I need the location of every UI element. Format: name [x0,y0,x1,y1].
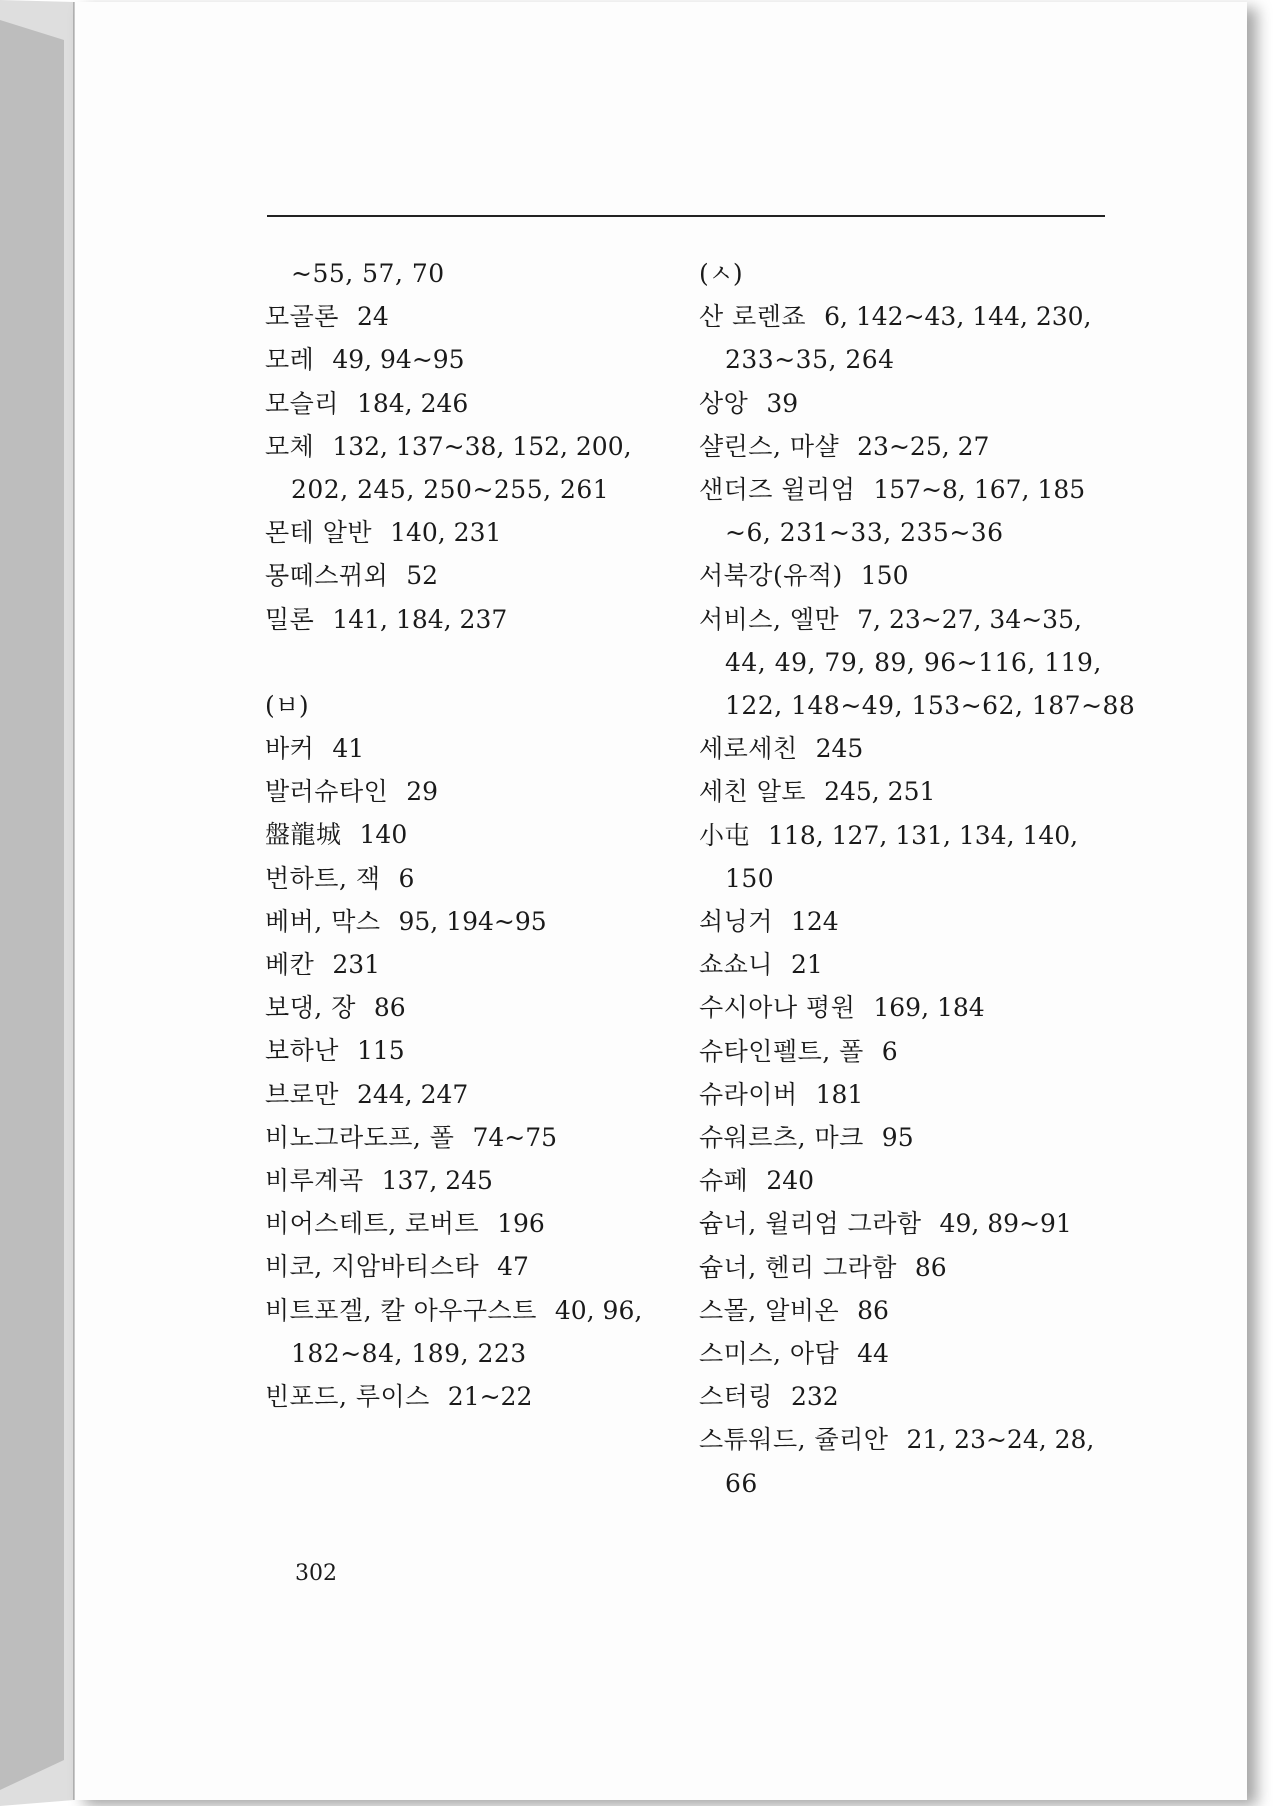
entry-term: 세친 알토 [699,777,807,807]
entry-refs: 29 [406,777,439,807]
entry-refs: 40, 96, [554,1295,643,1325]
index-entry [699,554,1179,597]
entry-refs: 184, 246 [356,388,469,418]
index-entry [699,986,1179,1029]
index-entry [699,1375,1179,1418]
index-entry [699,295,1179,338]
index-entry [265,770,735,813]
entry-refs: 245 [815,734,864,764]
index-entry-continuation [699,857,1179,900]
index-entry [699,1246,1179,1289]
index-entry [699,1202,1179,1245]
index-entry [699,1030,1179,1073]
entry-term: 슈워르츠, 마크 [699,1123,864,1153]
entry-term: 몬테 알반 [265,518,373,548]
entry-refs: 86 [914,1252,947,1282]
entry-refs: 86 [857,1295,889,1325]
index-entry [699,727,1179,770]
index-entry [699,598,1179,641]
index-entry-continuation [265,468,735,511]
entry-term: 밀론 [265,604,315,634]
index-entry [265,1375,735,1418]
entry-term: 샌더즈 윌리엄 [699,475,856,505]
entry-refs: 202, 245, 250~255, 261 [291,475,610,505]
entry-term: 슘너, 윌리엄 그라함 [699,1209,922,1239]
entry-term: 산 로렌죠 [699,302,807,332]
entry-refs: 24 [356,302,389,332]
entry-refs: 74~75 [472,1122,558,1152]
entry-refs: 132, 137~38, 152, 200, [332,431,632,461]
index-entry [699,1332,1179,1375]
index-entry [265,900,735,943]
entry-refs: ~55, 57, 70 [291,259,445,288]
page-number: 302 [295,1561,337,1586]
entry-refs: 245, 251 [824,777,936,807]
index-entry [265,382,735,425]
index-entry [699,468,1179,511]
entry-term: 스터링 [699,1382,773,1412]
entry-term: 보댕, 장 [265,993,356,1023]
entry-term: 베칸 [265,950,315,980]
entry-refs: 140 [359,820,408,850]
entry-refs: ~6, 231~33, 235~36 [725,518,1004,548]
entry-term: 비노그라도프, 폴 [265,1122,455,1152]
index-entry [265,425,735,468]
index-entry [265,1073,735,1116]
entry-term: 스미스, 아담 [699,1339,840,1369]
entry-refs: 6, 142~43, 144, 230, [824,302,1092,332]
index-column-left [265,252,735,1418]
entry-term: 몽떼스뀌외 [265,561,389,591]
entry-refs: 244, 247 [356,1079,469,1109]
entry-refs: 157~8, 167, 185 [873,475,1086,505]
entry-refs: 49, 89~91 [939,1209,1072,1239]
entry-term: 쇼쇼니 [699,950,773,980]
index-entry [699,1073,1179,1116]
entry-refs: 196 [497,1209,545,1239]
entry-refs: 240 [766,1166,815,1196]
entry-term: 비루계곡 [265,1166,364,1196]
index-entry [699,900,1179,943]
entry-refs: 21, 23~24, 28, [906,1425,1095,1455]
entry-term: 비코, 지암바티스타 [265,1252,480,1282]
index-entry [699,425,1179,468]
entry-refs: 150 [860,561,909,591]
entry-term: 보하난 [265,1036,339,1066]
entry-refs: 52 [406,561,439,591]
index-entry [265,1159,735,1202]
header-rule [267,215,1105,217]
entry-term: 모슬리 [265,388,339,418]
entry-refs: 181 [815,1079,864,1109]
index-entry [699,1159,1179,1202]
entry-term: 모체 [265,431,315,461]
entry-term: 모레 [265,345,315,375]
entry-refs: 86 [373,993,406,1023]
entry-refs: 141, 184, 237 [332,604,508,634]
index-entry [265,1116,735,1159]
index-entry [265,598,735,641]
entry-term: 모골론 [265,302,339,332]
entry-refs: 44, 49, 79, 89, 96~116, 119, [725,647,1102,677]
index-entry [265,813,735,856]
index-entry-continuation [699,511,1179,554]
entry-term: 스몰, 알비온 [699,1295,840,1325]
entry-refs: 21 [790,950,823,980]
index-entry [265,943,735,986]
entry-term: 슘너, 헨리 그라함 [699,1252,897,1282]
entry-refs: 7, 23~27, 34~35, [857,604,1082,634]
index-entry-continuation [265,252,735,295]
index-entry [699,943,1179,986]
entry-term: 발러슈타인 [265,777,389,807]
entry-term: 바커 [265,734,315,764]
entry-term: 쇠닝거 [699,907,773,937]
section-heading: (ㅂ) [265,690,309,720]
index-column-right [699,252,1179,1505]
entry-refs: 6 [398,863,415,893]
entry-refs: 115 [356,1036,405,1066]
entry-term: 슈타인펠트, 폴 [699,1036,864,1066]
entry-term: 브로만 [265,1079,339,1109]
index-entry [265,338,735,381]
index-entry [699,814,1179,857]
entry-refs: 6 [881,1036,898,1066]
entry-refs: 231 [332,950,381,980]
entry-refs: 137, 245 [381,1166,493,1196]
index-entry [265,1202,735,1245]
entry-refs: 66 [725,1468,758,1498]
index-entry [265,1029,735,1072]
index-entry [699,382,1179,425]
entry-refs: 23~25, 27 [857,431,990,461]
entry-refs: 124 [790,907,839,937]
entry-term: 빈포드, 루이스 [265,1382,430,1412]
entry-term: 세로세친 [699,734,798,764]
entry-term: 베버, 막스 [265,906,381,936]
entry-refs: 233~35, 264 [725,345,895,375]
entry-refs: 95 [881,1123,914,1153]
index-entry [265,511,735,554]
index-entry-continuation [699,1462,1179,1505]
index-entry [699,1289,1179,1332]
entry-term: 비트포겔, 칼 아우구스트 [265,1295,537,1325]
entry-refs: 118, 127, 131, 134, 140, [768,820,1079,850]
entry-refs: 21~22 [447,1382,533,1412]
entry-term: 小屯 [699,820,751,850]
entry-refs: 95, 194~95 [398,906,547,936]
entry-term: 수시아나 평원 [699,993,856,1023]
book-spine [0,0,76,1806]
entry-refs: 232 [790,1382,839,1412]
index-page [74,2,1247,1800]
entry-term: 盤龍城 [265,820,342,850]
section-spacer [265,641,735,684]
index-entry [265,857,735,900]
index-entry [699,1418,1179,1461]
entry-term: 상앙 [699,388,749,418]
entry-term: 서북강(유적) [699,561,843,591]
entry-term: 서비스, 엘만 [699,604,840,634]
index-entry [265,1289,735,1332]
index-entry [699,770,1179,813]
entry-refs: 47 [497,1252,529,1282]
index-entry-continuation [699,641,1179,684]
entry-term: 샬린스, 마샬 [699,431,840,461]
entry-refs: 39 [766,388,799,418]
index-entry-continuation [265,1332,735,1375]
section-heading: (ㅅ) [699,259,743,288]
index-entry [265,986,735,1029]
entry-term: 슈라이버 [699,1079,798,1109]
index-entry [265,727,735,770]
index-entry [265,554,735,597]
entry-refs: 140, 231 [390,518,502,548]
index-entry-continuation [699,684,1179,727]
index-entry [265,1245,735,1288]
entry-term: 스튜워드, 쥴리안 [699,1425,889,1455]
index-entry [699,1116,1179,1159]
entry-term: 비어스테트, 로버트 [265,1209,480,1239]
entry-refs: 122, 148~49, 153~62, 187~88 [725,691,1136,721]
entry-refs: 49, 94~95 [332,345,465,375]
entry-term: 번하트, 잭 [265,863,381,893]
entry-refs: 182~84, 189, 223 [291,1338,527,1368]
entry-refs: 169, 184 [873,993,985,1023]
entry-term: 슈페 [699,1166,749,1196]
index-entry [265,295,735,338]
entry-refs: 41 [332,734,365,764]
entry-refs: 44 [857,1339,889,1369]
index-entry-continuation [699,338,1179,381]
entry-refs: 150 [725,863,775,893]
